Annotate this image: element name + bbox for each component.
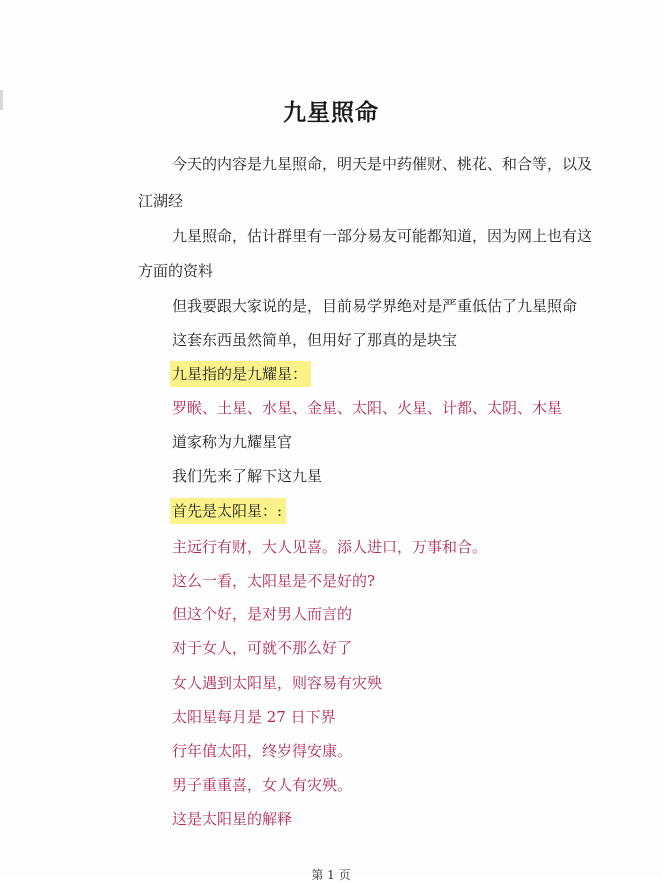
- sun-star-line: 这是太阳星的解释: [172, 810, 293, 828]
- nine-stars-list: 罗睺、土星、水星、金星、太阳、火星、计都、太阴、木星: [172, 399, 563, 417]
- section-heading-sun-star: [172, 501, 286, 521]
- sun-star-line: 行年值太阳，终岁得安康。: [172, 742, 353, 760]
- paragraph-line: 道家称为九耀星官: [172, 433, 293, 451]
- paragraph-line: 今天的内容是九星照命，明天是中药催财、桃花、和合等，以及: [172, 155, 593, 173]
- sun-star-line: 但这个好，是对男人而言的: [172, 605, 353, 623]
- paragraph-line: 我们先来了解下这九星: [172, 467, 323, 485]
- sun-star-line: 主远行有财，大人见喜。添人进口，万事和合。: [172, 538, 488, 556]
- sun-star-line: 这么一看，太阳星是不是好的?: [172, 572, 376, 590]
- sun-star-line: 对于女人，可就不那么好了: [172, 639, 353, 657]
- highlighted-text: 九星指的是九耀星：: [170, 361, 311, 387]
- sun-star-line: 女人遇到太阳星，则容易有灾殃: [172, 674, 383, 692]
- page-title: 九星照命: [283, 99, 379, 126]
- sun-star-line: 太阳星每月是 27 日下界: [172, 708, 336, 726]
- sun-star-line: 男子重重喜，女人有灾殃。: [172, 776, 353, 794]
- paragraph-line: 九星照命，估计群里有一部分易友可能都知道，因为网上也有这: [172, 227, 593, 245]
- paragraph-line: 江湖经: [138, 192, 184, 210]
- paragraph-line: 但我要跟大家说的是，目前易学界绝对是严重低估了九星照命: [172, 297, 578, 315]
- paragraph-line: 方面的资料: [138, 262, 214, 280]
- highlighted-text: 首先是太阳星：:: [170, 498, 286, 524]
- page-number: 第 1 页: [311, 868, 351, 882]
- paragraph-line: 这套东西虽然简单，但用好了那真的是块宝: [172, 331, 458, 349]
- section-heading-nine-stars: [172, 364, 311, 384]
